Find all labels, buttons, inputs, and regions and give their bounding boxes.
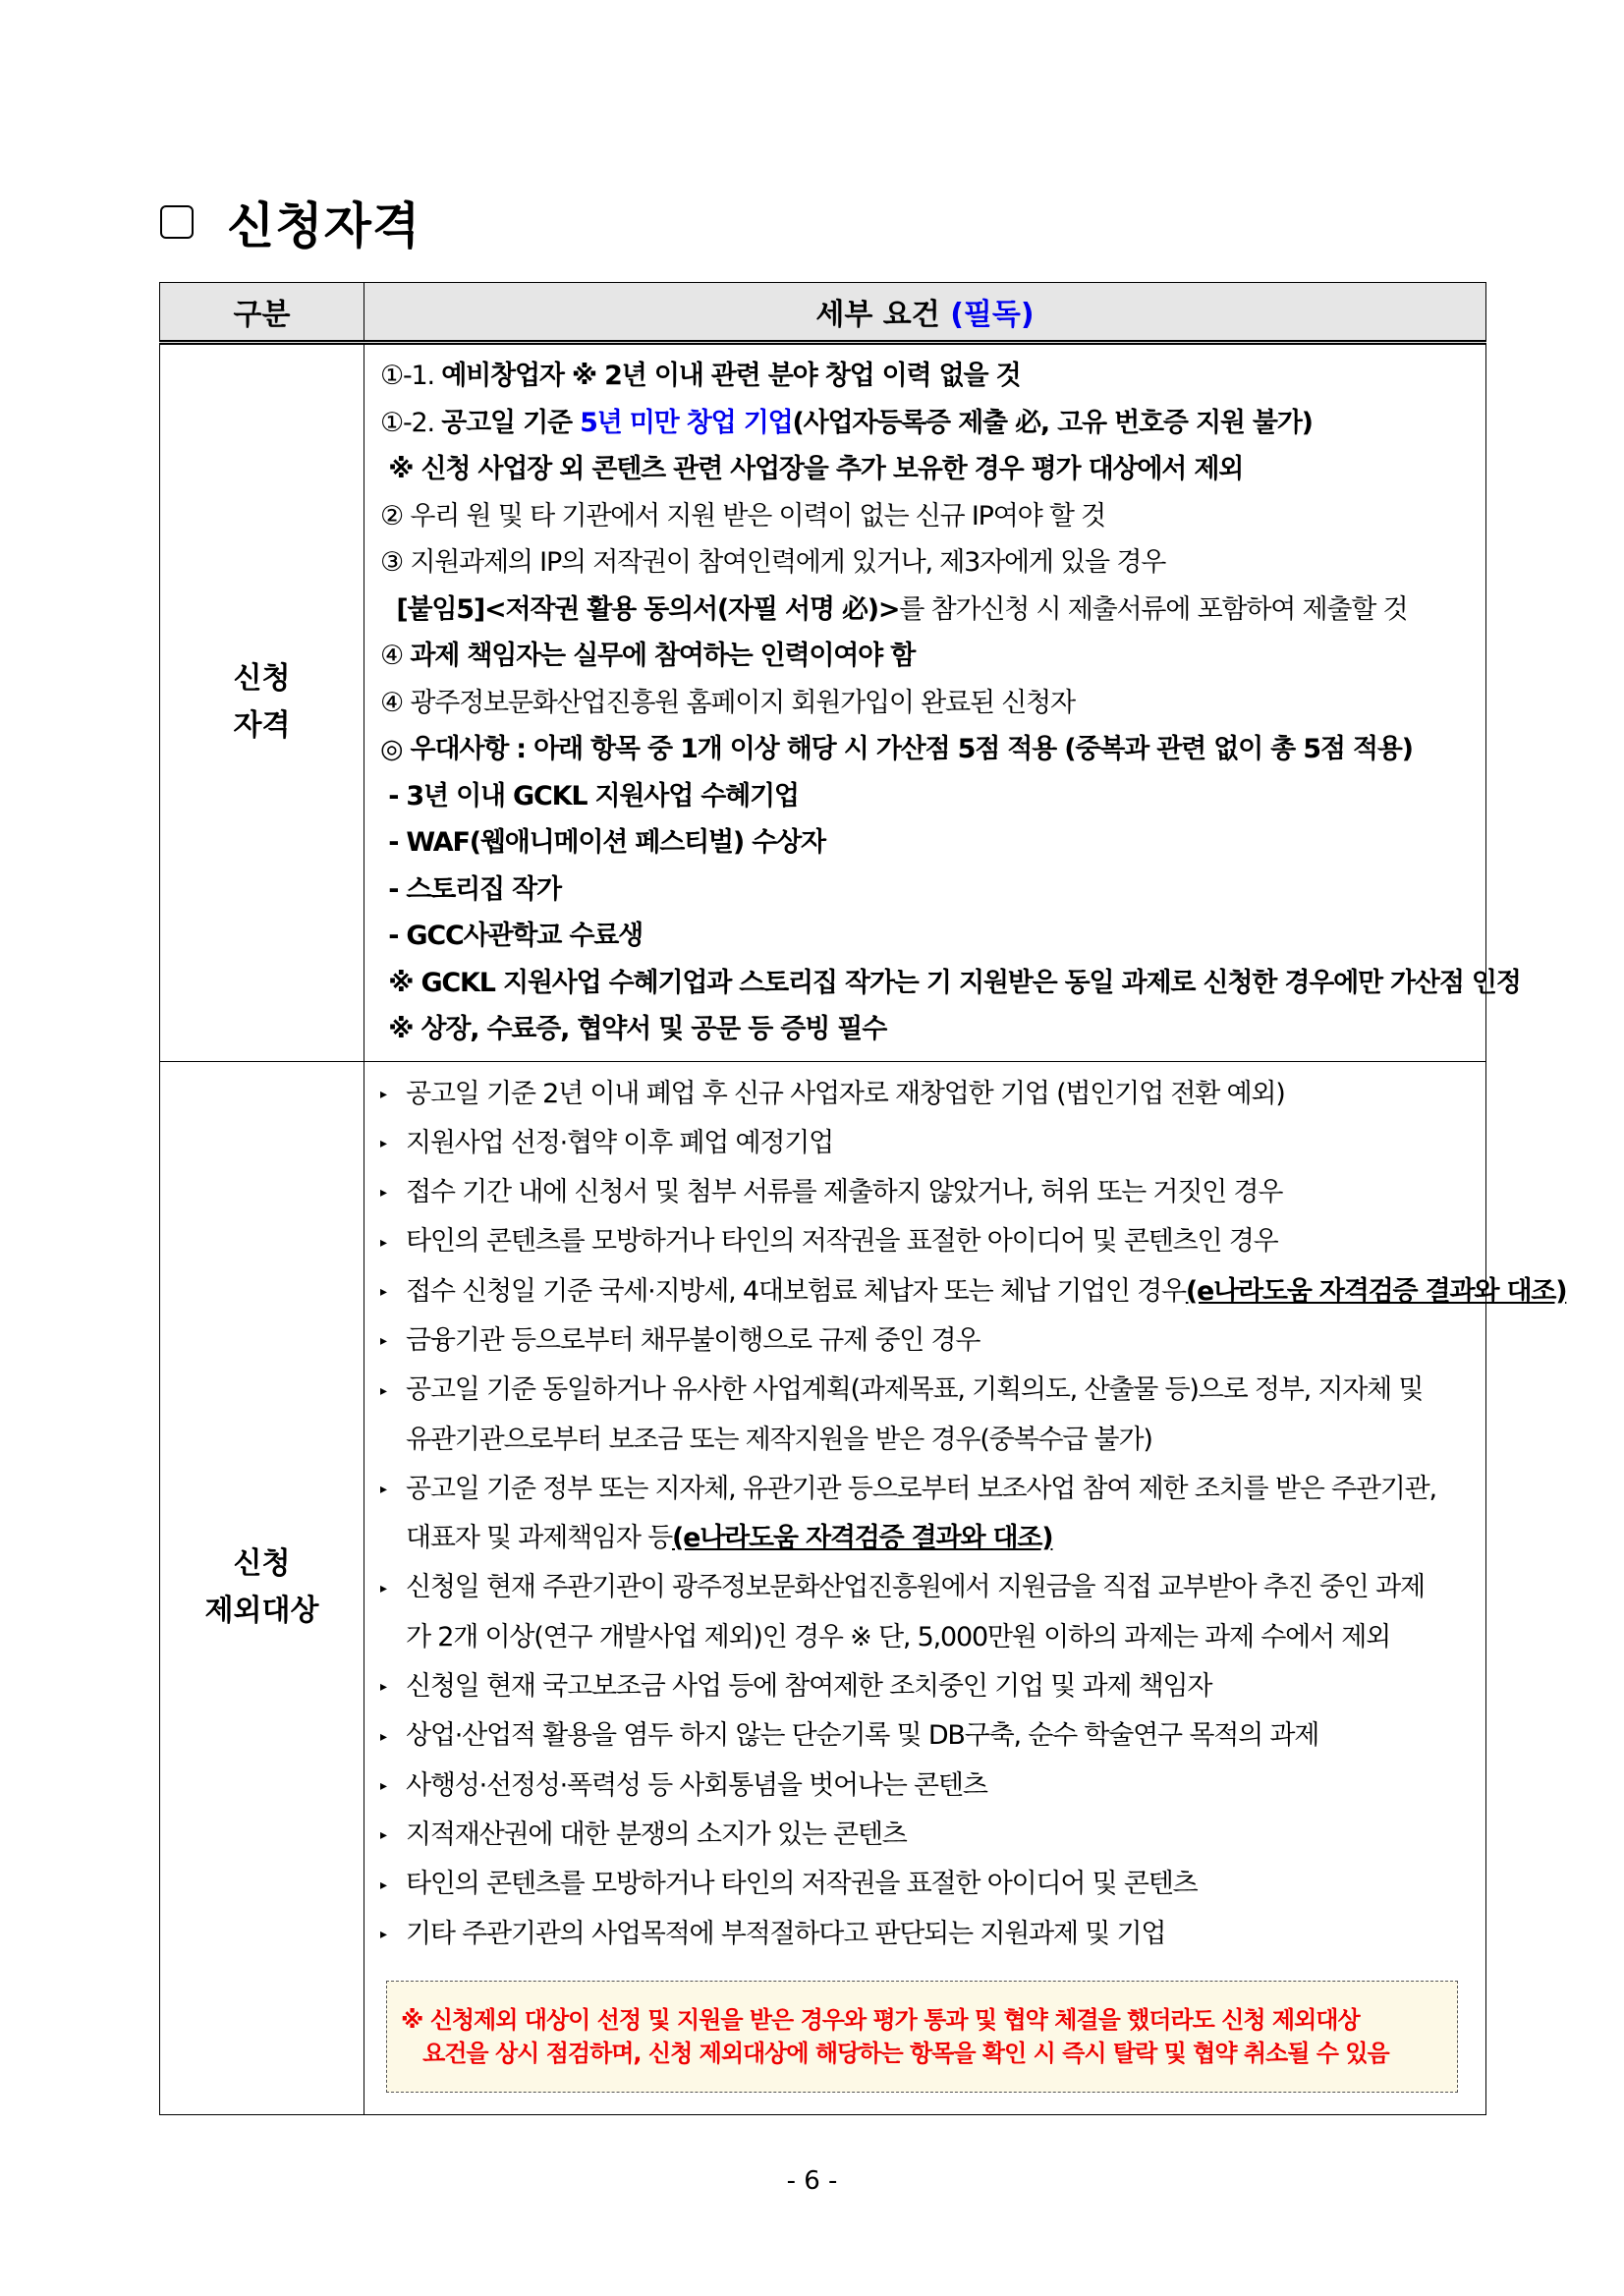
eligibility-table bbox=[159, 282, 1567, 2115]
table-row-exclusions bbox=[160, 1061, 1486, 2114]
header-details bbox=[364, 283, 1486, 343]
table-header bbox=[160, 283, 1486, 343]
bullet-icon: ▸ bbox=[380, 1086, 386, 1102]
requirement-line bbox=[380, 493, 1474, 540]
table-row-eligibility bbox=[160, 343, 1486, 1062]
row-label-line: 신청 bbox=[233, 661, 291, 697]
text-segment: [붙임5]<저작권 활용 동의서(자필 서명 必)> bbox=[380, 593, 900, 625]
text-segment: 신청일 현재 주관기관이 광주정보문화산업진흥원에서 지원금을 직접 교부받아 추진 중인 과제 bbox=[406, 1572, 1425, 1603]
requirement-line bbox=[380, 353, 1474, 400]
text-segment: 접수 신청일 기준 국세·지방세, 4대보험료 체납자 또는 체납 기업인 경우 bbox=[406, 1275, 1186, 1307]
bullet-icon: ▸ bbox=[380, 1778, 386, 1794]
exclusion-item bbox=[380, 1168, 1474, 1217]
section-heading bbox=[160, 187, 420, 257]
text-segment: 가 2개 이상(연구 개발사업 제외)인 경우 ※ 단, 5,000만원 이하의 과제는 과제 수에서 제외 bbox=[406, 1621, 1391, 1652]
text-segment: ④ 광주정보문화산업진흥원 홈페이지 회원가입이 완료된 신청자 bbox=[380, 687, 1075, 718]
text-segment: 접수 기간 내에 신청서 및 첨부 서류를 제출하지 않았거나, 허위 또는 거짓인 경우 bbox=[406, 1177, 1283, 1208]
text-segment: 상업·산업적 활용을 염두 하지 않는 단순기록 및 DB구축, 순수 학술연구 목적의 과제 bbox=[406, 1720, 1319, 1752]
text-segment: - WAF(웹애니메이션 페스티벌) 수상자 bbox=[380, 827, 825, 858]
exclusion-item bbox=[380, 1711, 1474, 1761]
text-segment: (e나라도움 자격검증 결과와 대조) bbox=[671, 1523, 1053, 1554]
must-read-label: (필독) bbox=[950, 298, 1035, 332]
requirement-line bbox=[380, 913, 1474, 960]
header-category: 구분 bbox=[160, 283, 364, 343]
requirement-line bbox=[380, 539, 1474, 587]
text-segment: - 스토리집 작가 bbox=[380, 873, 561, 905]
text-segment: 금융기관 등으로부터 채무불이행으로 규제 중인 경우 bbox=[406, 1324, 980, 1356]
text-segment: 를 참가신청 시 제출서류에 포함하여 제출할 것 bbox=[899, 593, 1408, 625]
bullet-icon: ▸ bbox=[380, 1679, 386, 1696]
exclusion-list bbox=[380, 1070, 1567, 1959]
warning-note bbox=[386, 1981, 1458, 2093]
exclusion-item bbox=[380, 1514, 1474, 1563]
bullet-icon: ▸ bbox=[380, 1136, 386, 1152]
bullet-icon: ▸ bbox=[380, 1580, 386, 1596]
row-label bbox=[160, 343, 364, 1062]
text-segment: 기타 주관기관의 사업목적에 부적절하다고 판단되는 지원과제 및 기업 bbox=[406, 1918, 1166, 1949]
exclusion-item bbox=[380, 1811, 1474, 1860]
text-segment: ※ 신청 사업장 외 콘텐츠 관련 사업장을 추가 보유한 경우 평가 대상에서 제외 bbox=[380, 454, 1244, 484]
text-segment: 예비창업자 ※ 2년 이내 관련 분야 창업 이력 없을 것 bbox=[441, 361, 1021, 391]
text-segment: 과제 책임자는 실무에 참여하는 인력이여야 함 bbox=[410, 641, 916, 671]
text-segment: 대표자 및 과제책임자 등 bbox=[406, 1523, 672, 1554]
exclusion-item bbox=[380, 1316, 1474, 1366]
text-segment: 지원사업 선정·협약 이후 폐업 예정기업 bbox=[406, 1127, 834, 1158]
exclusion-item bbox=[380, 1860, 1474, 1909]
warning-note-line: 요건을 상시 점검하며, 신청 제외대상에 해당하는 항목을 확인 시 즉시 탈락 및 협약 취소될 수 있음 bbox=[401, 2039, 1389, 2067]
bullet-icon: ▸ bbox=[380, 1333, 386, 1350]
requirement-line bbox=[380, 400, 1474, 447]
text-segment: 공고일 기준 2년 이내 폐업 후 신규 사업자로 재창업한 기업 (법인기업 전환 예외) bbox=[406, 1078, 1285, 1109]
text-segment: ② 우리 원 및 타 기관에서 지원 받은 이력이 없는 신규 IP여야 할 것 bbox=[380, 500, 1105, 532]
bullet-icon: ▸ bbox=[380, 1926, 386, 1942]
bullet-icon: ▸ bbox=[380, 1876, 386, 1893]
exclusion-details bbox=[364, 1061, 1567, 2114]
text-segment: 공고일 기준 bbox=[441, 407, 581, 438]
row-label-line: 신청 bbox=[233, 1546, 291, 1582]
bullet-icon: ▸ bbox=[380, 1234, 386, 1251]
exclusion-item bbox=[380, 1563, 1474, 1612]
text-segment: ③ 지원과제의 IP의 저작권이 참여인력에게 있거나, 제3자에게 있을 경우 bbox=[380, 547, 1166, 578]
exclusion-item bbox=[380, 1613, 1474, 1662]
bullet-icon: ▸ bbox=[380, 1482, 386, 1498]
text-segment: 5년 미만 창업 기업 bbox=[580, 407, 793, 438]
page-number: - 6 - bbox=[786, 2166, 838, 2196]
text-segment: ①-2. bbox=[380, 407, 442, 438]
text-segment: 사행성·선정성·폭력성 등 사회통념을 벗어나는 콘텐츠 bbox=[406, 1769, 987, 1801]
text-segment: (사업자등록증 제출 必, 고유 번호증 지원 불가) bbox=[792, 407, 1313, 438]
exclusion-item bbox=[380, 1217, 1474, 1266]
bullet-icon: ▸ bbox=[380, 1728, 386, 1745]
text-segment: ①-1. bbox=[380, 361, 442, 391]
bullet-icon: ▸ bbox=[380, 1382, 386, 1399]
text-segment: - 3년 이내 GCKL 지원사업 수혜기업 bbox=[380, 780, 799, 812]
exclusion-item bbox=[380, 1267, 1567, 1316]
requirement-line bbox=[380, 680, 1474, 727]
checkbox-icon bbox=[160, 205, 194, 239]
bullet-icon: ▸ bbox=[380, 1827, 386, 1844]
text-segment: 공고일 기준 정부 또는 지자체, 유관기관 등으로부터 보조사업 참여 제한 조치를 받은 주관기관, bbox=[406, 1473, 1436, 1504]
requirement-line bbox=[380, 819, 1474, 867]
bullet-icon: ▸ bbox=[380, 1284, 386, 1301]
requirement-line bbox=[380, 867, 1474, 914]
header-details-label: 세부 요건 bbox=[815, 298, 940, 332]
exclusion-item bbox=[380, 1662, 1474, 1711]
page-title: 신청자격 bbox=[227, 197, 421, 254]
row-label-line: 제외대상 bbox=[204, 1594, 319, 1629]
text-segment: 유관기관으로부터 보조금 또는 제작지원을 받은 경우(중복수급 불가) bbox=[406, 1424, 1152, 1455]
requirement-line bbox=[380, 1006, 1474, 1053]
requirement-line bbox=[380, 633, 1474, 680]
exclusion-item bbox=[380, 1910, 1474, 1959]
exclusion-item bbox=[380, 1366, 1474, 1415]
exclusion-item bbox=[380, 1416, 1474, 1465]
text-segment: ④ bbox=[380, 641, 411, 671]
text-segment: 공고일 기준 동일하거나 유사한 사업계획(과제목표, 기획의도, 산출물 등)으로 정부, 지자체 및 bbox=[406, 1374, 1424, 1406]
requirement-line bbox=[380, 726, 1474, 773]
text-segment: - GCC사관학교 수료생 bbox=[380, 921, 643, 951]
text-segment: 타인의 콘텐츠를 모방하거나 타인의 저작권을 표절한 아이디어 및 콘텐츠인 경우 bbox=[406, 1226, 1278, 1258]
text-segment: ※ 상장, 수료증, 협약서 및 공문 등 증빙 필수 bbox=[380, 1014, 887, 1044]
row-label bbox=[160, 1061, 364, 2114]
text-segment: ※ GCKL 지원사업 수혜기업과 스토리집 작가는 기 지원받은 동일 과제로 신청한 경우에만 가산점 인정 bbox=[380, 967, 1521, 998]
exclusion-item bbox=[380, 1119, 1474, 1168]
text-segment: 지적재산권에 대한 분쟁의 소지가 있는 콘텐츠 bbox=[406, 1819, 907, 1850]
requirement-line bbox=[380, 773, 1474, 820]
eligibility-details bbox=[364, 343, 1521, 1062]
exclusion-item bbox=[380, 1070, 1474, 1119]
warning-note-line: ※ 신청제외 대상이 선정 및 지원을 받은 경우와 평가 통과 및 협약 체결을 했더라도 신청 제외대상 bbox=[401, 2005, 1360, 2034]
exclusion-item bbox=[380, 1465, 1474, 1514]
row-label-line: 자격 bbox=[233, 708, 291, 744]
exclusion-item bbox=[380, 1762, 1474, 1811]
requirement-line bbox=[380, 446, 1474, 493]
requirement-line bbox=[380, 960, 1521, 1007]
text-segment: (e나라도움 자격검증 결과와 대조) bbox=[1185, 1275, 1567, 1307]
text-segment: 신청일 현재 국고보조금 사업 등에 참여제한 조치중인 기업 및 과제 책임자 bbox=[406, 1671, 1212, 1703]
requirement-line bbox=[380, 587, 1474, 634]
text-segment: 타인의 콘텐츠를 모방하거나 타인의 저작권을 표절한 아이디어 및 콘텐츠 bbox=[406, 1869, 1198, 1900]
text-segment: ◎ 우대사항 : 아래 항목 중 1개 이상 해당 시 가산점 5점 적용 (중복과 관련 없이 총 5점 적용) bbox=[380, 734, 1413, 764]
bullet-icon: ▸ bbox=[380, 1185, 386, 1202]
